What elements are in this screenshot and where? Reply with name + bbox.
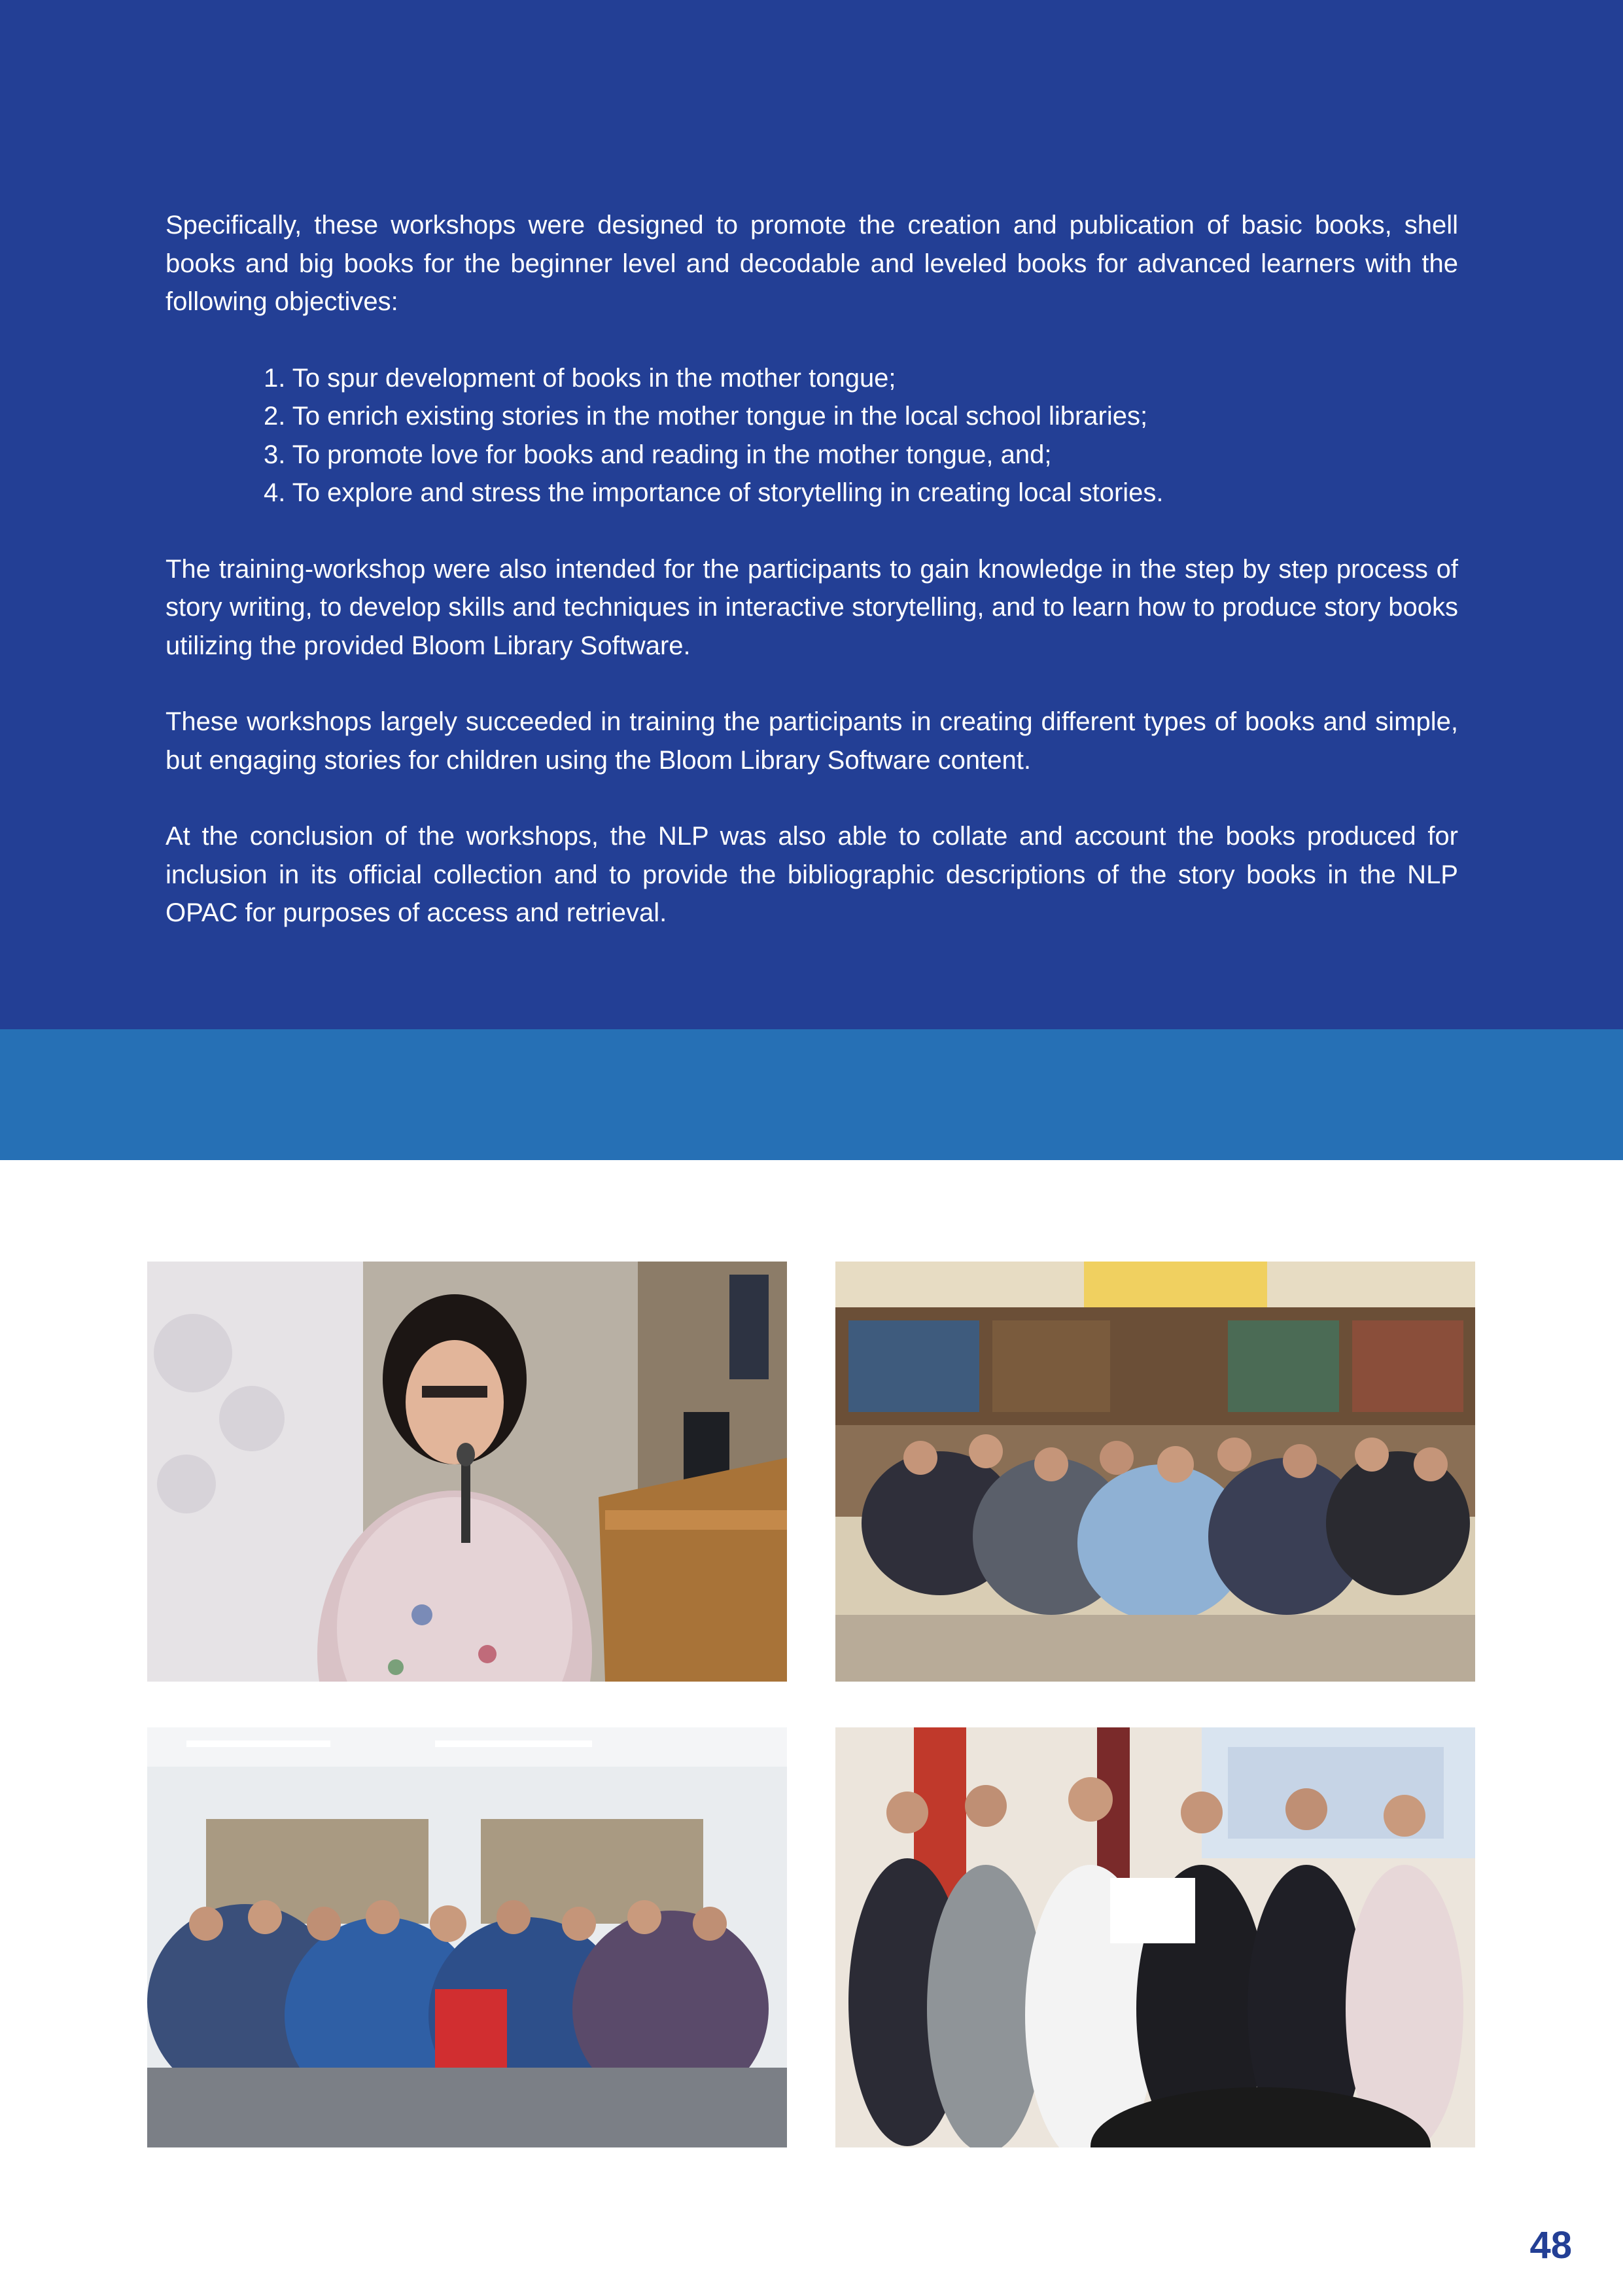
accent-band: [0, 1029, 1623, 1160]
objectives-list: [166, 359, 1458, 512]
photo-certificate-ceremony: [835, 1727, 1475, 2147]
photo-speaker: [147, 1262, 787, 1682]
paragraph-conclusion: At the conclusion of the workshops, the NLP was also able to collate and account the books produced for inclusion in its official collection and to provide the bibliographic descriptions of the story books in the NLP OPAC for purposes of access and retrieval.: [166, 822, 1458, 927]
objective-item: 2. To enrich existing stories in the mother tongue in the local school libraries;: [264, 402, 1148, 431]
paragraph-training: The training-workshop were also intended for the participants to gain knowledge in the step by step process of story writing, to develop skills and techniques in interactive storytelling, and to learn how to produce story books utilizing the provided Bloom Library Software.: [166, 554, 1458, 660]
photo-classroom-group: [147, 1727, 787, 2147]
objective-item: 3. To promote love for books and reading in the mother tongue, and;: [264, 440, 1052, 469]
paragraph-success: These workshops largely succeeded in training the participants in creating different types of books and simple, but engaging stories for children using the Bloom Library Software content.: [166, 707, 1458, 775]
body-text: [166, 206, 1458, 970]
page-number: 48: [1529, 2224, 1572, 2267]
photo-library-group: [835, 1262, 1475, 1682]
objective-item: 1. To spur development of books in the mother tongue;: [264, 363, 896, 393]
objective-item: 4. To explore and stress the importance of storytelling in creating local stories.: [264, 478, 1164, 507]
intro-paragraph: Specifically, these workshops were designed to promote the creation and publication of basic books, shell books and big books for the beginner level and decodable and leveled books for advanced learners with the following objectives:: [166, 211, 1458, 316]
